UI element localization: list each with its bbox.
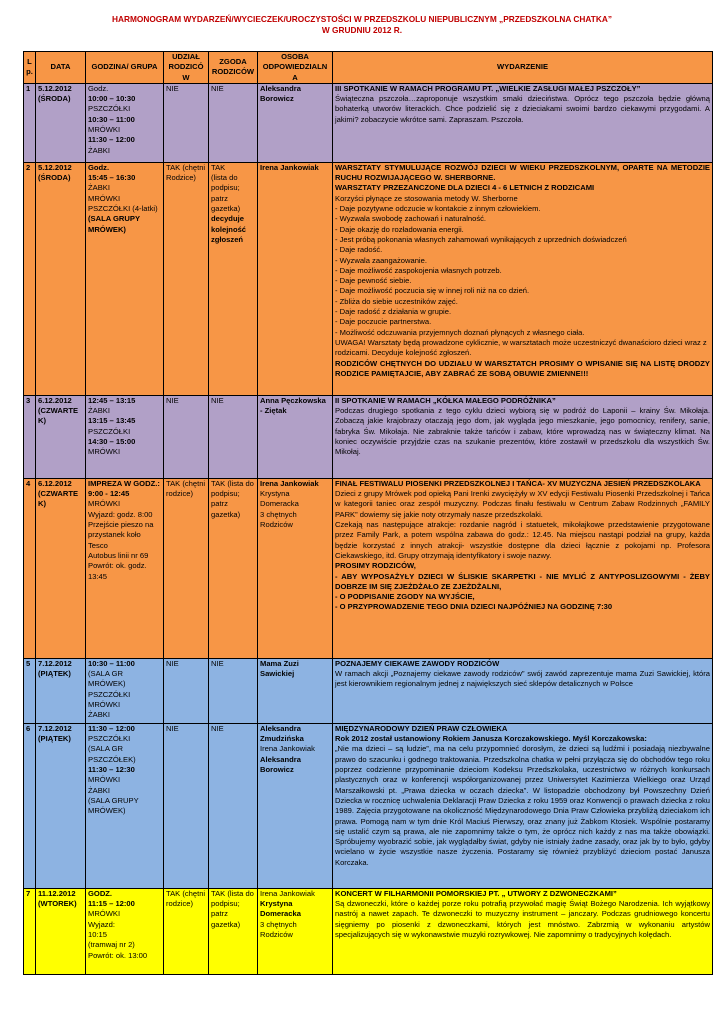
person-line: 3 chętnych Rodziców xyxy=(260,919,297,940)
row-consent xyxy=(209,162,258,395)
consent-line: decyduje kolejność zgłoszeń xyxy=(211,214,247,244)
group-line: MRÓWKI xyxy=(88,700,121,710)
row-responsible: Anna Pęczkowska - Ziętak xyxy=(258,395,333,478)
table-row xyxy=(24,658,713,723)
row-consent: TAK (lista do podpisu; patrz gazetka) xyxy=(209,478,258,658)
date-value: 5.12.2012 xyxy=(38,83,72,93)
weekday-value: (PIĄTEK) xyxy=(38,734,71,744)
row-date xyxy=(36,83,86,162)
row-consent: NIE xyxy=(209,83,258,162)
table-row xyxy=(24,478,713,658)
event-list-item: UWAGA! Warsztaty będą prowadzone cyklicznie, w warsztatach może uczestniczyć dwanaścioro dzieci wraz z rodzicami. Decyduje kolejność zgłoszeń. xyxy=(335,337,707,358)
row-responsible: Irena Jankowiak xyxy=(258,162,333,395)
row-responsible xyxy=(258,723,333,888)
row-date xyxy=(36,162,86,395)
date-value: 7.12.2012 xyxy=(38,723,72,733)
event-title: WARSZTATY STYMULUJĄCE ROZWÓJ DZIECI W WIEKU PRZEDSZKOLNYM, OPARTE NA METODZIE RUCHU ROZWIJAJĄCEGO W. SHERBORNE. xyxy=(335,162,710,183)
row-time-group xyxy=(86,723,164,888)
row-responsible: Aleksandra Borowicz xyxy=(258,83,333,162)
time-line: 11:30 – 12:00 xyxy=(88,135,135,145)
table-row xyxy=(24,83,713,162)
date-value: 6.12.2012 xyxy=(38,478,72,488)
group-line: ŻABKI xyxy=(88,710,110,720)
row-lp: 2 xyxy=(24,162,36,395)
header-godzina: GODZINA/ GRUPA xyxy=(86,52,164,84)
event-title: III SPOTKANIE W RAMACH PROGRAMU PT. „WIELKIE ZASŁUGI MAŁEJ PSZCZOŁY” xyxy=(335,83,641,93)
group-line: (SALA GRUPY MRÓWEK) xyxy=(88,795,139,816)
group-line: ŻABKI xyxy=(88,785,110,795)
event-footer: RODZICÓW CHĘTNYCH DO UDZIAŁU W WARSZTATCH PROSIMY O WPISANIE SIĘ NA LISTĘ DRODZY RODZICE PAMIĘTAJCIE, ABY ZABRAĆ ZE SOBĄ OBUWIE ZMIENNE!!! xyxy=(335,358,710,378)
event-text: W ramach akcji „Poznajemy ciekawe zawody rodziców” swój zawód zaprezentuje mama Zuzi Sawickiej, która jest kierownikiem regionalnym jednej z największych sieć sklepów detalicznych w Polsce xyxy=(335,669,710,689)
event-list-item: - Zbliża do siebie uczestników zajęć. xyxy=(335,296,458,306)
date-value: 6.12.2012 xyxy=(38,395,72,405)
time-line: (tramwaj nr 2) xyxy=(88,940,135,950)
header-data: DATA xyxy=(36,52,86,84)
row-time-group xyxy=(86,888,164,974)
time-line: 11:30 – 12:30 xyxy=(88,765,135,775)
event-list-item: - Wyzwala zaangażowanie. xyxy=(335,255,427,265)
row-time-group xyxy=(86,478,164,658)
row-responsible xyxy=(258,888,333,974)
event-lead: Rok 2012 został ustanowiony Rokiem Janusza Korczakowskiego. Myśl Korczakowska: xyxy=(335,734,647,744)
row-event xyxy=(333,888,713,974)
time-line: GODZ. xyxy=(88,888,113,898)
group-line: ŻABKI xyxy=(88,145,110,155)
person-line: Irena Jankowiak xyxy=(260,744,315,754)
group-line: PSZCZÓŁKI xyxy=(88,689,131,699)
time-line: Przejście pieszo na przystanek koło Tesco xyxy=(88,520,154,550)
row-date xyxy=(36,723,86,888)
person-line: Aleksandra Zmudzińska xyxy=(260,723,304,744)
row-consent: NIE xyxy=(209,395,258,478)
weekday-value: (ŚRODA) xyxy=(38,94,71,104)
weekday-value: (PIĄTEK) xyxy=(38,669,71,679)
event-list-item: - Wyzwala swobodę zachowań i naturalność. xyxy=(335,214,487,224)
group-line: MRÓWKI xyxy=(88,193,121,203)
row-time-group xyxy=(86,83,164,162)
group-line: ŻABKI xyxy=(88,183,110,193)
weekday-value: (CZWARTEK) xyxy=(38,406,79,426)
event-list-item: Korzyści płynące ze stosowania metody W. Sherborne xyxy=(335,193,518,203)
time-line: IMPREZA W GODZ.: 9:00 - 12:45 xyxy=(88,478,160,499)
row-responsible xyxy=(258,478,333,658)
time-line: Wyjazd: xyxy=(88,919,115,929)
consent-line: (lista do podpisu; patrz gazetka) xyxy=(211,173,241,214)
event-title: II SPOTKANIE W RAMACH „KÓŁKA MAŁEGO PODRÓŻNIKA” xyxy=(335,395,556,405)
row-time-group xyxy=(86,658,164,723)
time-line: Autobus linii nr 69 xyxy=(88,550,149,560)
date-value: 7.12.2012 xyxy=(38,658,72,668)
row-lp: 3 xyxy=(24,395,36,478)
event-title: POZNAJEMY CIEKAWE ZAWODY RODZICÓW xyxy=(335,658,500,668)
event-list-item: - Daje pewność siebie. xyxy=(335,276,412,286)
row-date xyxy=(36,658,86,723)
table-row xyxy=(24,162,713,395)
row-participation: NIE xyxy=(164,395,209,478)
group-line: (SALA GR PSZCZÓŁEK) xyxy=(88,744,136,764)
group-line: MRÓWKI xyxy=(88,447,121,457)
time-line: 10:30 – 11:00 xyxy=(88,114,135,124)
row-lp: 1 xyxy=(24,83,36,162)
row-responsible: Mama Zuzi Sawickiej xyxy=(258,658,333,723)
event-title: FINAŁ FESTIWALU PIOSENKI PRZEDSZKOLNEJ I TAŃCA- XV MUZYCZNA JESIEŃ PRZEDSZKOLAKA xyxy=(335,478,701,488)
row-participation: TAK (chętni Rodzice) xyxy=(164,162,209,395)
time-line: Godz. xyxy=(88,83,109,93)
header-lp: Lp. xyxy=(24,52,36,84)
table-row xyxy=(24,723,713,888)
event-text: Są dzwoneczki, które o każdej porze roku potrafią przywołać magię Świąt Bożego Narodzenia. Ich wyjątkowy nastrój a nawet zapach. Te dzwoneczki to muzyczny instrument – janczary. Podczas grudniowego koncertu sięgniemy po piosenki z dzwoneczkami, których jest mnóstwo. Zabrzmią w wykonaniu artystów specjalizujących się w wykonawstwie muzyki rozrywkowej. Nie zapomnimy o tradycyjnych kolędach. xyxy=(335,899,710,940)
table-row xyxy=(24,395,713,478)
row-consent: NIE xyxy=(209,658,258,723)
event-text: Świąteczna pszczoła…zaproponuje wszystkim smaki dzieciństwa. Oprócz tego pszczoła będzie główną bohaterką utworów literackich. Chce podzielić się z dzieciakami swoimi bardzo ciekawymi przygodami. A jakimi? zobaczycie wkrótce sami. Zapraszam. Pszczoła. xyxy=(335,94,710,124)
event-text: Podczas drugiego spotkania z tego cyklu dzieci wybiorą się w podróż do Laponii – krainy Św. Mikołaja. Zobaczą jakie krajobrazy otaczają jego dom, jak wygląda jego mieszkanie, jego pomocnicy, renifery, sanie, fabryka Św. Mikołaja. Nie zabraknie także tańców i zabaw, które wprowadzą nas w świąteczny klimat. Na koniec oczywiście przyjdzie czas na szukanie prezentów, które zostawił w przedszkolu dla wszystkich Św. Mikołaj. xyxy=(335,406,710,457)
event-list-item: - Jest próbą pokonania własnych zahamowań wynikających z uprzednich doświadczeń xyxy=(335,234,627,244)
event-list-item: - Daje możliwość zaspokojenia własnych potrzeb. xyxy=(335,265,502,275)
row-event xyxy=(333,83,713,162)
row-date xyxy=(36,395,86,478)
row-participation: NIE xyxy=(164,723,209,888)
time-line: Powrót: ok. 13:00 xyxy=(88,950,148,960)
row-time-group xyxy=(86,162,164,395)
time-line: Powrót: ok. godz. 13:45 xyxy=(88,561,147,581)
header-udzial: UDZIAŁ RODZICÓW xyxy=(164,52,209,84)
time-line: 10:30 – 11:00 xyxy=(88,658,135,668)
row-event xyxy=(333,395,713,478)
document-title: HARMONOGRAM WYDARZEŃ/WYCIECZEK/UROCZYSTOŚCI W PRZEDSZKOLU NIEPUBLICZNYM „PRZEDSZKOLNA CHATKA” xyxy=(112,14,612,24)
event-title: KONCERT W FILHARMONII POMORSKIEJ PT. „ UTWORY Z DZWONECZKAMI” xyxy=(335,888,617,898)
group-line: PSZCZÓŁKI (4-latki) xyxy=(88,204,158,214)
group-line: ŻABKI xyxy=(88,406,110,416)
row-date xyxy=(36,888,86,974)
event-list-item: - Daje okazję do rozładowania energii. xyxy=(335,224,464,234)
row-lp: 6 xyxy=(24,723,36,888)
row-event xyxy=(333,478,713,658)
event-note: - O PRZYPROWADZENIE TEGO DNIA DZIECI NAJPÓŹNIEJ NA GODZINĘ 7:30 xyxy=(335,602,613,612)
person-line: Irena Jankowiak xyxy=(260,888,315,898)
row-time-group xyxy=(86,395,164,478)
time-line: 10:15 xyxy=(88,930,108,940)
time-line: 11:15 – 12:00 xyxy=(88,899,135,909)
event-text: Dzieci z grupy Mrówek pod opieką Pani Irenki zwyciężyły w XV edycji Festiwalu Piosenki Przedszkolnej i Tańca w kategorii taniec oraz zespół muzyczny. Podczas finału festiwalu w Centrum Zabaw Rodzinnych „FAMILY PARK” dowiemy się jakie noty otrzymały nasze przedszkolaki. xyxy=(335,489,710,519)
row-participation: NIE xyxy=(164,658,209,723)
group-line: MRÓWKI xyxy=(88,909,121,919)
row-event xyxy=(333,658,713,723)
row-lp: 5 xyxy=(24,658,36,723)
weekday-value: (CZWARTEK) xyxy=(38,489,79,509)
event-list-item: - Możliwość odczuwania przyjemnych doznań płynących z własnego ciała. xyxy=(335,327,585,337)
time-line: 12:45 – 13:15 xyxy=(88,395,136,405)
event-list-item: - Daje radość z działania w grupie. xyxy=(335,307,452,317)
event-list-item: - Daje poczucie partnerstwa. xyxy=(335,317,432,327)
weekday-value: (ŚRODA) xyxy=(38,173,71,183)
event-note: - O PODPISANIE ZGODY NA WYJŚCIE, xyxy=(335,592,475,602)
row-participation: NIE xyxy=(164,83,209,162)
event-list-item: - Daje pozytywne odczucie w kontakcie z innym człowiekiem. xyxy=(335,204,541,214)
row-lp: 4 xyxy=(24,478,36,658)
row-lp: 7 xyxy=(24,888,36,974)
event-text: Czekają nas następujące atrakcje: rozdanie nagród i statuetek, mikołajkowe przedstawienie przygotowane przez Family Park, a potem wspólna zabawa do godz.: 12.45. Na miejscu nastąpi podział na grupy, każda będzie korzystać z innych atrakcji- wszystkie dostępne dla dzieci łącznie z pokojami np. Profesora Ciekawskiego, itd. Grupy otrzymają identyfikatory i swoje nazwy. xyxy=(335,520,710,560)
person-line: 3 chętnych Rodziców xyxy=(260,509,297,530)
time-line: 10:00 – 10:30 xyxy=(88,94,136,104)
group-line: (SALA GRUPY MRÓWEK) xyxy=(88,214,140,234)
group-line: PSZCZÓŁKI xyxy=(88,426,131,436)
row-event xyxy=(333,162,713,395)
group-line: MRÓWKI xyxy=(88,775,121,785)
row-participation: TAK (chętni rodzice) xyxy=(164,478,209,658)
document-subtitle: W GRUDNIU 2012 R. xyxy=(321,25,403,35)
row-participation: TAK (chętni rodzice) xyxy=(164,888,209,974)
time-line: Wyjazd: godz. 8:00 xyxy=(88,509,153,519)
group-line: MRÓWKI xyxy=(88,499,121,509)
header-osoba: OSOBA ODPOWIEDZIALNA xyxy=(258,52,333,84)
schedule-table xyxy=(23,51,713,975)
event-list-item: - Daje możliwość poczucia się w innej roli niż na co dzień. xyxy=(335,286,530,296)
table-header-row xyxy=(24,52,713,84)
row-consent: TAK (lista do podpisu; patrz gazetka) xyxy=(209,888,258,974)
person-line: Aleksandra Borowicz xyxy=(260,754,301,775)
header-zgoda: ZGODA RODZICÓW xyxy=(209,52,258,84)
consent-line: TAK xyxy=(211,162,226,172)
event-list xyxy=(335,194,710,359)
group-line: (SALA GR MRÓWEK) xyxy=(88,669,126,689)
group-line: PSZCZÓŁKI xyxy=(88,104,131,114)
table-row xyxy=(24,888,713,974)
person-line: Irena Jankowiak xyxy=(260,478,319,488)
date-value: 5.12.2012 xyxy=(38,162,72,172)
group-line: MRÓWKI xyxy=(88,125,121,135)
row-event xyxy=(333,723,713,888)
row-consent: NIE xyxy=(209,723,258,888)
person-line: Krystyna Domeracka xyxy=(260,899,301,919)
time-line: 14:30 – 15:00 xyxy=(88,437,136,447)
event-note: - ABY WYPOSAŻYŁY DZIECI W ŚLISKIE SKARPETKI - NIE MYLIĆ Z ANTYPOSLIZGOWYMI - ŻEBY DOBRZE IM SIĘ ZJEŻDŻAŁO ZE ZJEŻDŻALNI, xyxy=(335,571,710,591)
person-line: Krystyna Domeracka xyxy=(260,489,299,509)
event-list-item: - Daje radość. xyxy=(335,245,383,255)
header-wydarzenie: WYDARZENIE xyxy=(333,52,713,84)
time-line: Godz. xyxy=(88,162,110,172)
time-line: 11:30 – 12:00 xyxy=(88,723,135,733)
event-note: PROSIMY RODZICÓW, xyxy=(335,561,416,571)
time-line: 13:15 – 13:45 xyxy=(88,416,136,426)
time-line: 15:45 – 16:30 xyxy=(88,173,136,183)
event-title: MIĘDZYNARODOWY DZIEŃ PRAW CZŁOWIEKA xyxy=(335,723,508,733)
event-text: „Nie ma dzieci – są ludzie”, ma na celu przypomnieć dorosłym, że dzieci są ludźmi i posiadają niezbywalne prawo do szacunku i godnego traktowania. Przedszkolna chatka w pełni przyłącza się do obchodów tego roku poprzez codzienne przypominanie dzieciom Kodeksu Przedszkolaka, uczestnictwo w różnych konkursach plastycznych oraz w konferencji współorganizowanej przez Uniwersytet Kazimierza Wielkiego oraz Urząd Marszałkowski pt. „Prawa dziecka w oczach dziecka”. W listopadzie obchodzony był Powszechny Dzień Dziecka w rocznicę uchwalenia Deklaracji Praw Dziecka z roku 1959 oraz Konwencji o prawach dziecka z roku 1989. Zajęcia przygotowane na okoliczność Międzynarodowego Dnia Praw Człowieka przybliżą dzieciakom ich prawa. Pomogą nam w tym dnie Król Maciuś Pierwszy, oraz znany już Żabkom Ktosiek. Wspólnie postaramy się ustalić czym są prawa, ale nie zapomnimy także o tym, że oprócz nich każdy z nas ma także obowiązki. Spróbujemy wyobrazić sobie, jak wyglądałby świat, gdyby nie istniały żadne zasady, oraz jak by to było, gdyby wcielano w życie wszystkie nasze życzenia. Postaramy się również przybliżyć dzieciom postać Janusza Korczaka. xyxy=(335,744,710,867)
date-value: 11.12.2012 xyxy=(38,888,76,898)
group-line: PSZCZÓŁKI xyxy=(88,734,131,744)
weekday-value: (WTOREK) xyxy=(38,899,77,909)
event-title: WARSZTATY PRZEZANCZONE DLA DZIECI 4 - 6 LETNICH Z RODZICAMI xyxy=(335,183,595,193)
row-date xyxy=(36,478,86,658)
